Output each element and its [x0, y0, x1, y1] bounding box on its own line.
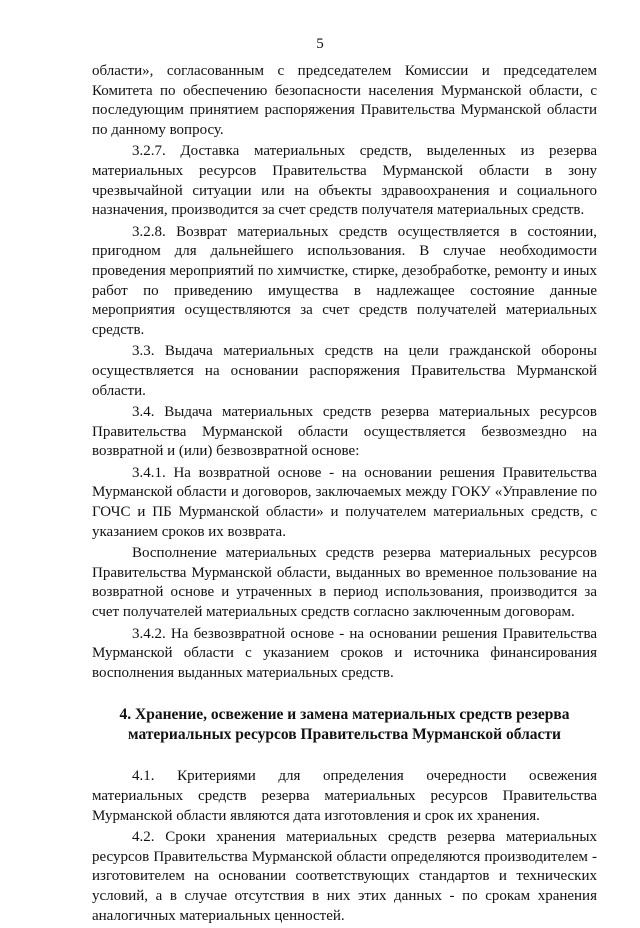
paragraph-4-1: 4.1. Критериями для определения очередности освежения материальных средств резерва материальных ресурсов Правительства Мурманской области являются дата изготовления и срок их хранения. [92, 768, 597, 824]
paragraph-3-4-1: 3.4.1. На возвратной основе - на основании решения Правительства Мурманской области и договоров, заключаемых между ГОКУ «Управление по ГОЧС и ПБ Мурманской области» и получателем материальных средств, с указанием сроков их возврата. [92, 464, 597, 540]
document-body [92, 62, 597, 928]
paragraph-3-2-8: 3.2.8. Возврат материальных средств осуществляется в состоянии, пригодном для дальнейшего использования. В случае необходимости проведения мероприятий по химчистке, стирке, дезобработке, ремонту и иных работ по приведению имущества в надлежащее состояние данные мероприятия осуществляются за счет средств получателей материальных средств. [92, 223, 597, 338]
paragraph-3-4-2: 3.4.2. На безвозвратной основе - на основании решения Правительства Мурманской области с указанием сроков и источника финансирования восполнения выданных материальных средств. [92, 625, 597, 681]
paragraph-continuation: области», согласованным с председателем Комиссии и председателем Комитета по обеспечению безопасности населения Мурманской области, с последующим принятием распоряжения Правительства Мурманской области по данному вопросу. [92, 63, 597, 138]
section-4-heading-line-2: материальных ресурсов Правительства Мурманской области [128, 726, 561, 744]
section-4-heading [92, 705, 597, 745]
paragraph-3-3: 3.3. Выдача материальных средств на цели гражданской обороны осуществляется на основании распоряжения Правительства Мурманской области. [92, 343, 597, 399]
paragraph-4-2: 4.2. Сроки хранения материальных средств резерва материальных ресурсов Правительства Мурманской области определяются производителем - изготовителем на основании соответствующих стандартов и технических условий, а в случае отсутствия в них этих данных - по срокам хранения аналогичных материальных ценностей. [92, 829, 597, 924]
paragraph-restoration: Восполнение материальных средств резерва материальных ресурсов Правительства Мурманской области, выданных во временное пользование на возвратной основе и утраченных в период использования, производится за счет получателей материальных средств согласно заключенным договорам. [92, 545, 597, 621]
page-number: 5 [316, 36, 324, 52]
section-4-heading-line-1: 4. Хранение, освежение и замена материальных средств резерва [119, 706, 570, 724]
paragraph-3-4: 3.4. Выдача материальных средств резерва материальных ресурсов Правительства Мурманской области осуществляется безвозмездно на возвратной и (или) безвозвратной основе: [92, 404, 597, 460]
paragraph-3-2-7: 3.2.7. Доставка материальных средств, выделенных из резерва материальных ресурсов Правительства Мурманской области в зону чрезвычайной ситуации или на объекты здравоохранения и социального назначения, производится за счет средств получателя материальных средств. [92, 143, 597, 219]
